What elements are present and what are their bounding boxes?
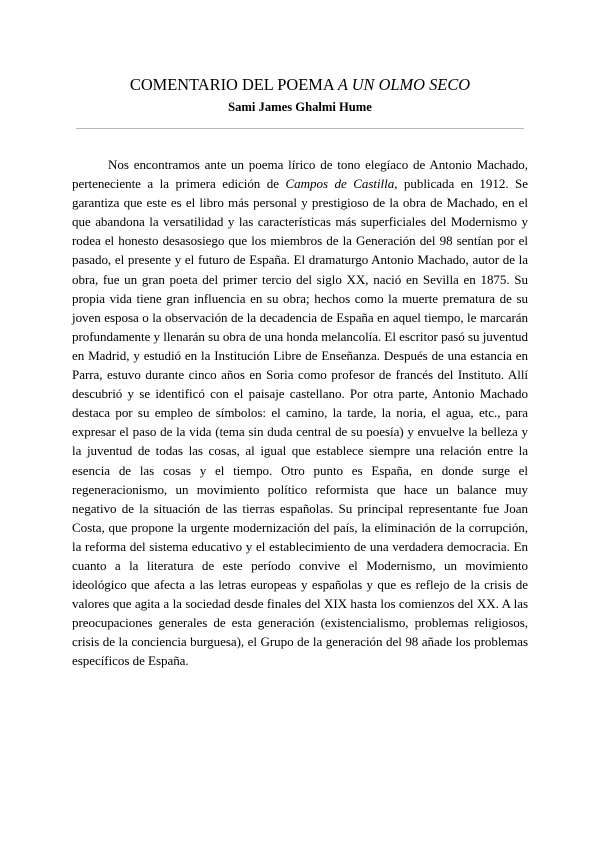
paragraph-text-rest: , publicada en 1912. Se garantiza que este es el libro más personal y prestigioso de la obra de Machado, en el que abandona la versatilidad y las características más superficiales del Modernismo y rodea el honesto desasosiego que los miembros de la Generación del 98 sentían por el pasado, el presente y el futuro de España. El dramaturgo Antonio Machado, autor de la obra, fue un gran poeta del primer tercio del siglo XX, nació en Sevilla en 1875. Su propia vida tiene gran influencia en su obra; hechos como la muerte prematura de su joven esposa o la observación de la decadencia de España en aquel tiempo, le marcarán profundamente y llenarán su obra de una honda melancolía. El escritor pasó su juventud en Madrid, y estudió en la Institución Libre de Enseñanza. Después de una estancia en Parra, estuvo durante cinco años en Soria como profesor de francés del Instituto. Allí descubrió y se identificó con el paisaje castellano. Por otra parte, Antonio Machado destaca por su empleo de símbolos: el camino, la tarde, la noria, el agua, etc., para expresar el paso de la vida (tema sin duda central de su poesía) y envuelve la belleza y la juventud de todas las cosas, al igual que establece siempre una relación entre la esencia de las cosas y el tiempo. Otro punto es España, en donde surge el regeneracionismo, un movimiento político reformista que hace un balance muy negativo de la situación de las tierras españolas. Su principal representante fue Joan Costa, que propone la urgente modernización del país, la eliminación de la corrupción, la reforma del sistema educativo y el establecimiento de una verdadera democracia. En cuanto a la literatura de este período convive el Modernismo, un movimiento ideológico que afecta a las letras europeas y españolas y que es reflejo de la crisis de valores que agita a la sociedad desde finales del XIX hasta los comienzos del XX. A las preocupaciones generales de esta generación (existencialismo, problemas religiosos, crisis de la conciencia burguesa), el Grupo de la generación del 98 añade los problemas específicos de España. — [72, 176, 528, 669]
title-poem-name: A UN OLMO SECO — [337, 75, 471, 94]
paragraph-text-start: Nos encontramos ante un poema lírico de tono elegíaco de Antonio Machado, perteneciente a la primera edición de — [72, 157, 528, 192]
author-name: Sami James Ghalmi Hume — [228, 100, 372, 114]
title-divider — [76, 128, 524, 129]
body-paragraph — [72, 155, 528, 671]
title-prefix: COMENTARIO DEL POEMA — [129, 75, 338, 94]
document-title — [0, 74, 600, 96]
book-title-campos-de-castilla: Campos de Castilla — [285, 176, 395, 192]
